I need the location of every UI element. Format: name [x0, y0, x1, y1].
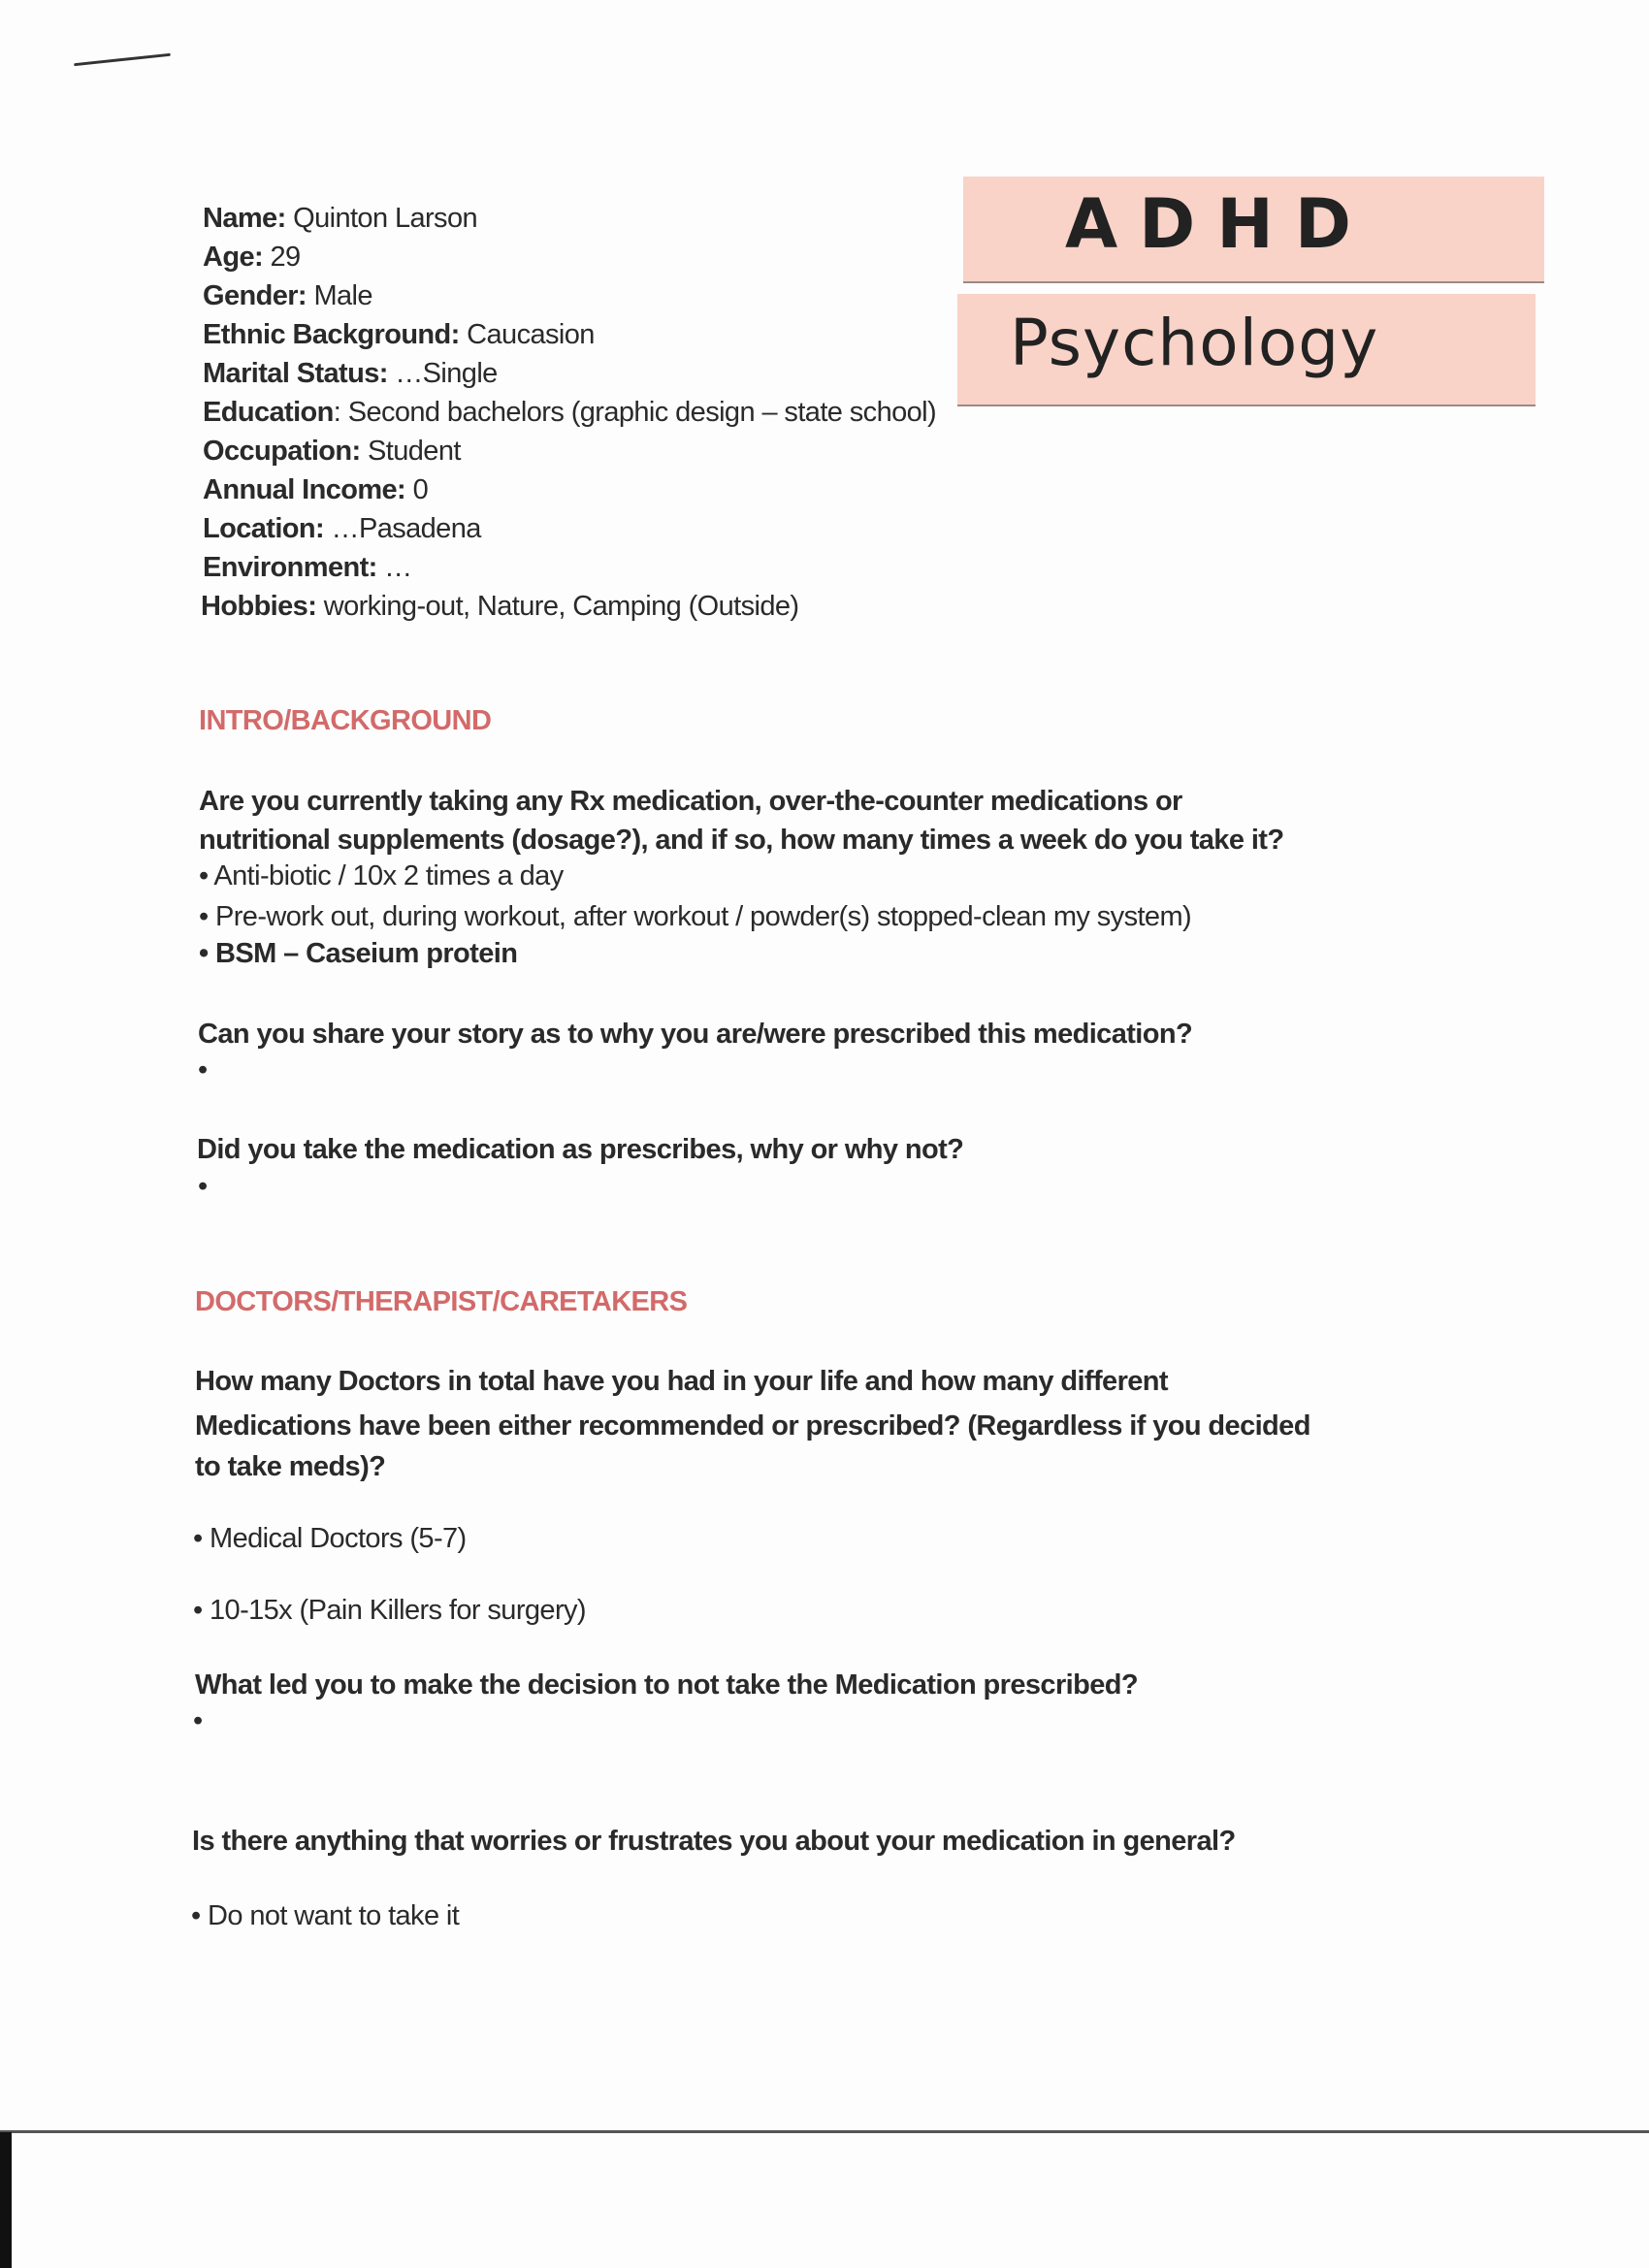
section-heading-doctors: DOCTORS/THERAPIST/CARETAKERS [195, 1286, 688, 1317]
field-value: : Second bachelors (graphic design – state school) [333, 397, 937, 428]
field-label: Ethnic Background: [203, 319, 460, 350]
field-label: Gender: [203, 280, 307, 311]
profile-ethnic [203, 317, 595, 352]
profile-name [203, 201, 477, 236]
sticky-note-adhd [963, 177, 1544, 283]
question-3: Did you take the medication as prescribes, why or why not? [197, 1134, 964, 1165]
answer-1-item: • BSM – Caseium protein [199, 938, 518, 969]
profile-marital [203, 356, 498, 391]
question-1-line-2: nutritional supplements (dosage?), and if so, how many times a week do you take it? [199, 825, 1284, 856]
field-value: working-out, Nature, Camping (Outside) [316, 591, 799, 622]
answer-4-item: • 10-15x (Pain Killers for surgery) [193, 1595, 586, 1626]
question-4-line-2: Medications have been either recommended or prescribed? (Regardless if you decided [195, 1410, 1310, 1442]
answer-5-bullet: • [193, 1705, 203, 1736]
answer-1-item: • Anti-biotic / 10x 2 times a day [199, 860, 564, 891]
answer-3-bullet: • [198, 1171, 208, 1202]
profile-income [203, 472, 428, 507]
pen-mark [74, 53, 171, 66]
scan-edge-strip [0, 2132, 12, 2268]
field-value: Male [307, 280, 372, 311]
sticky-note-psychology-text: Psychology [1010, 306, 1379, 380]
question-2: Can you share your story as to why you are/were prescribed this medication? [198, 1019, 1193, 1050]
field-label: Marital Status: [203, 358, 388, 389]
field-label: Age: [203, 242, 264, 273]
field-label: Environment: [203, 552, 377, 583]
question-4-line-1: How many Doctors in total have you had in your life and how many different [195, 1366, 1168, 1397]
field-value: 0 [405, 474, 429, 505]
field-value: …Single [387, 358, 498, 389]
field-label: Occupation: [203, 436, 361, 467]
field-value: … [376, 552, 412, 583]
question-1-line-1: Are you currently taking any Rx medication, over-the-counter medications or [199, 786, 1182, 817]
answer-2-bullet: • [198, 1054, 208, 1085]
field-value: …Pasadena [324, 513, 481, 544]
field-label: Education [203, 397, 334, 428]
answer-6-item: • Do not want to take it [191, 1900, 460, 1931]
question-4-line-3: to take meds)? [195, 1451, 386, 1482]
profile-age [203, 240, 301, 275]
field-label: Name: [203, 203, 286, 234]
question-5: What led you to make the decision to not take the Medication prescribed? [195, 1669, 1138, 1701]
page-edge-line [0, 2130, 1649, 2133]
field-value: Caucasion [459, 319, 595, 350]
field-value: Quinton Larson [285, 203, 478, 234]
profile-hobbies [201, 589, 798, 624]
sticky-note-adhd-text: ADHD [1065, 184, 1373, 264]
profile-education [203, 395, 936, 430]
question-6: Is there anything that worries or frustrates you about your medication in general? [192, 1826, 1236, 1857]
answer-1-item: • Pre-work out, during workout, after workout / powder(s) stopped-clean my system) [199, 901, 1192, 932]
section-heading-intro: INTRO/BACKGROUND [199, 705, 492, 736]
field-value: 29 [263, 242, 301, 273]
profile-environment [203, 550, 412, 585]
field-label: Hobbies: [201, 591, 317, 622]
profile-location [203, 511, 481, 546]
answer-4-item: • Medical Doctors (5-7) [193, 1523, 467, 1554]
field-label: Location: [203, 513, 325, 544]
field-label: Annual Income: [203, 474, 406, 505]
profile-occupation [203, 434, 461, 469]
sticky-note-psychology [957, 294, 1536, 406]
field-value: Student [360, 436, 461, 467]
profile-gender [203, 278, 372, 313]
